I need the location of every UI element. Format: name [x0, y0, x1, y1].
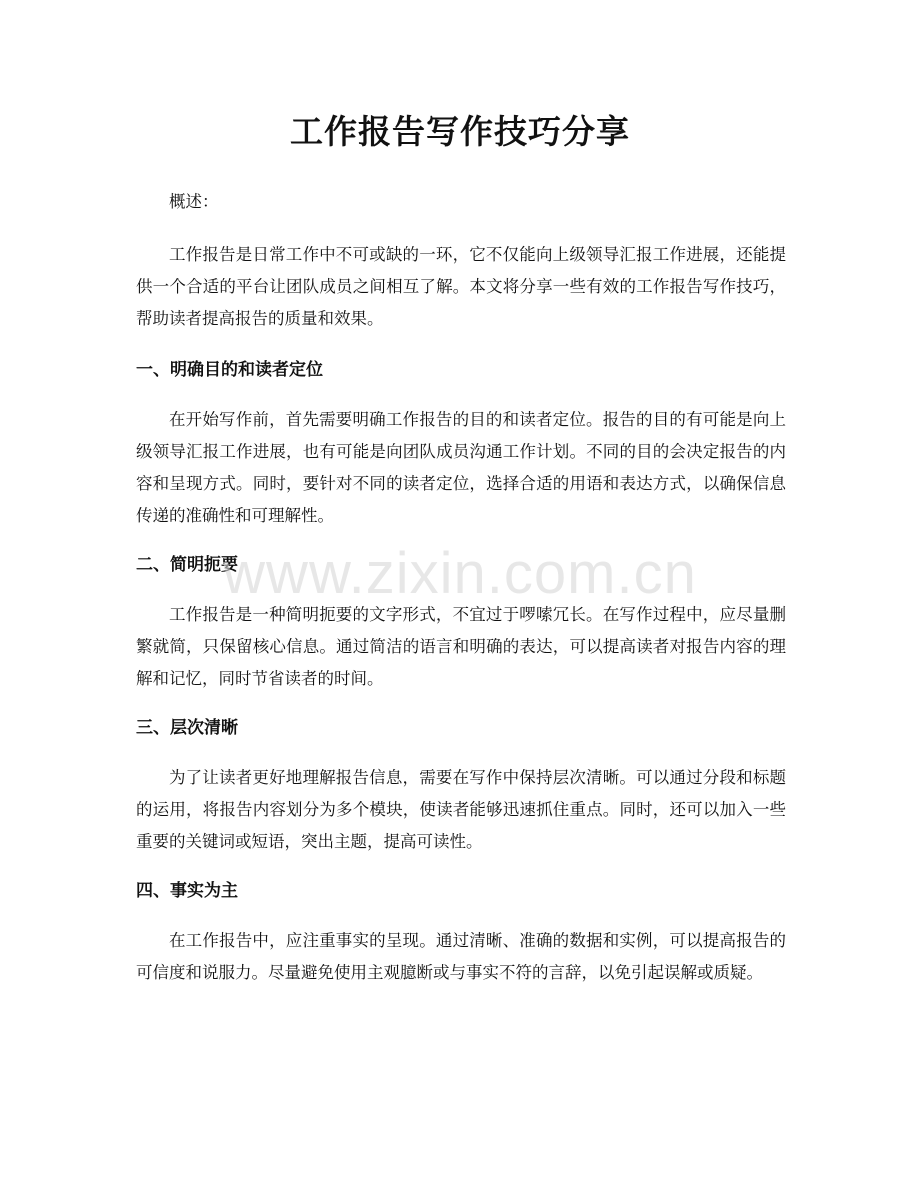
watermark: www.zixin.com.cn — [223, 541, 697, 606]
section-4 — [136, 875, 786, 989]
section-heading: 四、事实为主 — [136, 881, 238, 901]
section-heading: 二、简明扼要 — [136, 555, 238, 575]
section-paragraph: 在工作报告中，应注重事实的呈现。通过清晰、准确的数据和实例，可以提高报告的可信度和说服力。尽量避免使用主观臆断或与事实不符的言辞，以免引起误解或质疑。 — [136, 931, 786, 982]
section-3 — [136, 712, 786, 858]
document-body — [136, 186, 786, 1006]
section-1 — [136, 354, 786, 532]
overview-label: 概述： — [169, 192, 219, 211]
section-2 — [136, 549, 786, 695]
section-heading: 一、明确目的和读者定位 — [136, 360, 323, 380]
document-title: 工作报告写作技巧分享 — [290, 112, 630, 151]
section-heading: 三、层次清晰 — [136, 718, 238, 738]
section-paragraph: 工作报告是一种简明扼要的文字形式，不宜过于啰嗦冗长。在写作过程中，应尽量删繁就简，只保留核心信息。通过简洁的语言和明确的表达，可以提高读者对报告内容的理解和记忆，同时节省读者的时间。 — [136, 605, 786, 688]
section-paragraph: 在开始写作前，首先需要明确工作报告的目的和读者定位。报告的目的有可能是向上级领导汇报工作进展，也有可能是向团队成员沟通工作计划。不同的目的会决定报告的内容和呈现方式。同时，要针对不同的读者定位，选择合适的用语和表达方式，以确保信息传递的准确性和可理解性。 — [136, 410, 786, 525]
section-paragraph: 为了让读者更好地理解报告信息，需要在写作中保持层次清晰。可以通过分段和标题的运用，将报告内容划分为多个模块，使读者能够迅速抓住重点。同时，还可以加入一些重要的关键词或短语，突出主题，提高可读性。 — [136, 768, 786, 851]
intro-paragraph: 工作报告是日常工作中不可或缺的一环，它不仅能向上级领导汇报工作进展，还能提供一个合适的平台让团队成员之间相互了解。本文将分享一些有效的工作报告写作技巧，帮助读者提高报告的质量和效果。 — [136, 245, 786, 328]
